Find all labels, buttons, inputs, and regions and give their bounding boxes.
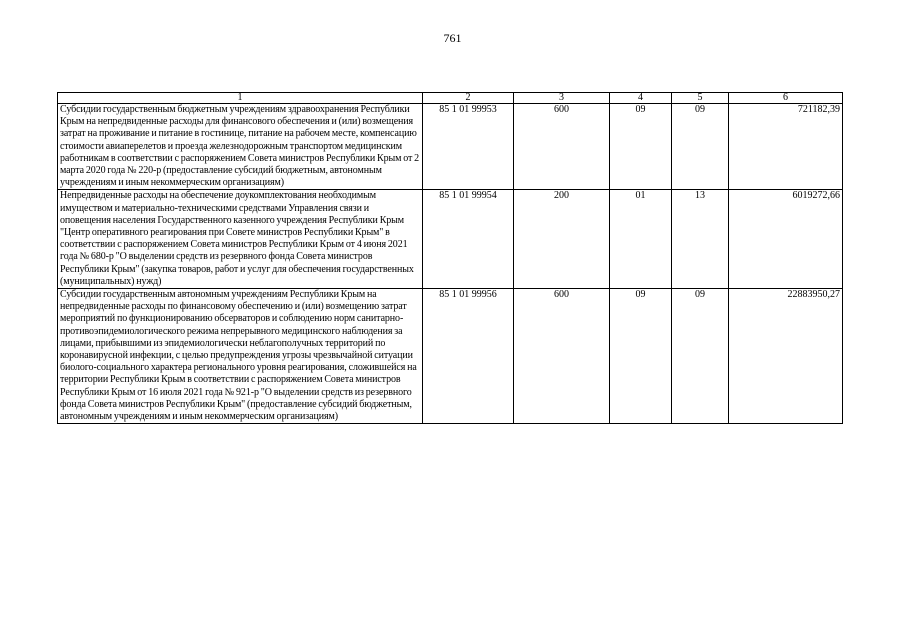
header-row: [58, 93, 843, 104]
row-target-article: 85 1 01 99953: [423, 104, 514, 190]
table-row: [58, 104, 843, 190]
header-col-5: 5: [672, 93, 729, 104]
row-section: 09: [610, 289, 672, 424]
row-subsection: 13: [672, 190, 729, 289]
row-description: Субсидии государственным автономным учреждениям Республики Крым на непредвиденные расходы по финансовому обеспечению и (или) возмещению затрат мероприятий по функционированию обсерваторов и соблюдению норм санитарно-противоэпидемиологического режима непрерывного медицинского наблюдения за лицами, прибывшими из эпидемиологически неблагополучных территорий по коронавирусной инфекции, с целью предупреждения угрозы чрезвычайной ситуации биолого-социального характера регионального уровня реагирования, сложившейся на территории Республики Крым в соответствии с распоряжением Совета министров Республики Крым от 16 июля 2021 года № 921-р "О выделении средств из резервного фонда Совета министров Республики Крым" (предоставление субсидий бюджетным, автономным учреждениям и иным некоммерческим организациям): [58, 289, 423, 424]
row-amount: 721182,39: [729, 104, 843, 190]
row-target-article: 85 1 01 99956: [423, 289, 514, 424]
row-subsection: 09: [672, 289, 729, 424]
row-description: Непредвиденные расходы на обеспечение доукомплектования необходимым имуществом и материально-техническими средствами Управления связи и оповещения населения Государственного казенного учреждения Республики Крым "Центр оперативного реагирования при Совете министров Республики Крым" в соответствии с распоряжением Совета министров Республики Крым от 4 июня 2021 года № 680-р "О выделении средств из резервного фонда Совета министров Республики Крым" (закупка товаров, работ и услуг для обеспечения государственных (муниципальных) нужд): [58, 190, 423, 289]
row-expense-type: 200: [514, 190, 610, 289]
header-col-4: 4: [610, 93, 672, 104]
row-amount: 22883950,27: [729, 289, 843, 424]
header-col-6: 6: [729, 93, 843, 104]
page-number: 761: [443, 31, 462, 45]
header-col-2: 2: [423, 93, 514, 104]
row-expense-type: 600: [514, 104, 610, 190]
table-row: [58, 190, 843, 289]
row-amount: 6019272,66: [729, 190, 843, 289]
row-subsection: 09: [672, 104, 729, 190]
row-target-article: 85 1 01 99954: [423, 190, 514, 289]
row-section: 09: [610, 104, 672, 190]
row-section: 01: [610, 190, 672, 289]
budget-table: [57, 92, 843, 424]
table-row: [58, 289, 843, 424]
row-expense-type: 600: [514, 289, 610, 424]
header-col-1: 1: [58, 93, 423, 104]
header-col-3: 3: [514, 93, 610, 104]
row-description: Субсидии государственным бюджетным учреждениям здравоохранения Республики Крым на непредвиденные расходы для финансового обеспечения и (или) возмещения затрат на проживание и питание в гостинице, питание на рабочем месте, компенсацию стоимости авиаперелетов и проезда железнодорожным транспортом медицинским работникам в соответствии с распоряжением Совета министров Республики Крым от 2 марта 2020 года № 220-р (предоставление субсидий бюджетным, автономным учреждениям и иным некоммерческим организациям): [58, 104, 423, 190]
